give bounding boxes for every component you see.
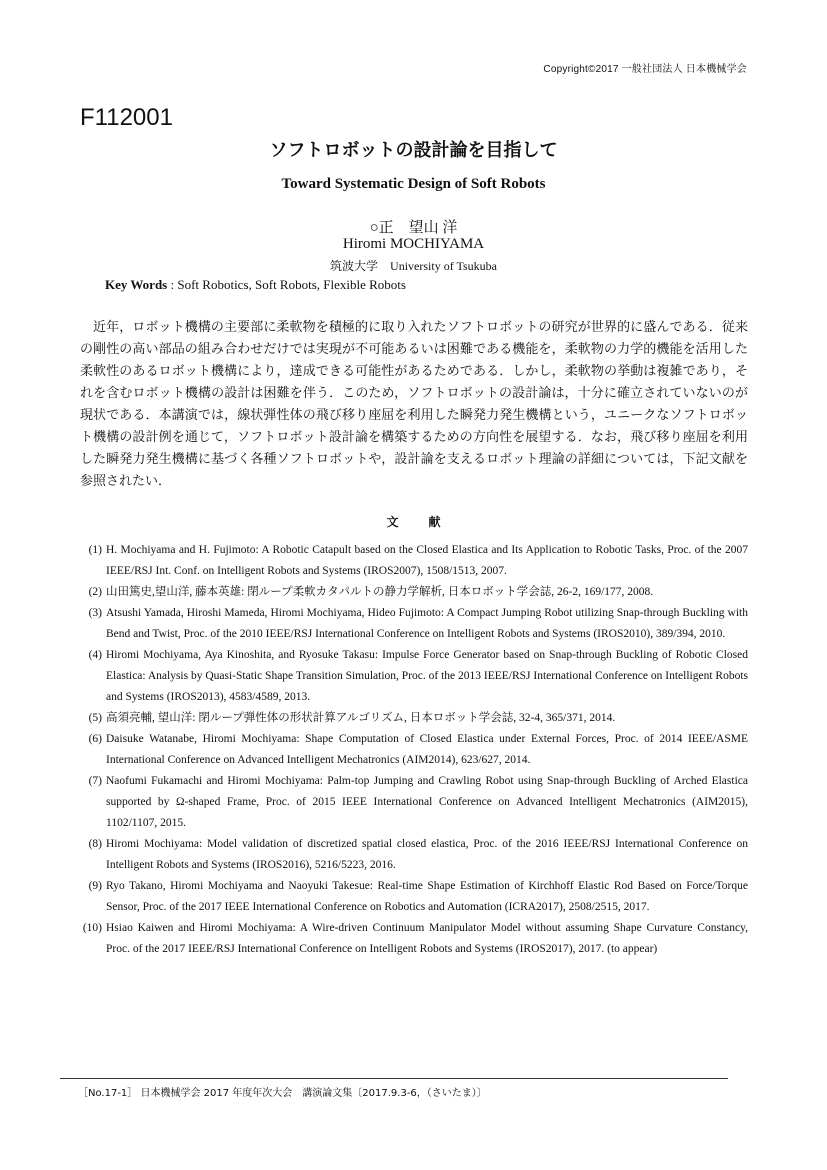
reference-number: (3) — [88, 607, 102, 619]
title-japanese: ソフトロボットの設計論を目指して — [269, 140, 558, 161]
reference-text: Atsushi Yamada, Hiroshi Mameda, Hiromi Mochiyama, Hideo Fujimoto: A Compact Jumping Robot utilizing Snap-through Buckling with Bend and Twist, Proc. of the 2010 IEEE/RSJ International Conference on Intelligent Robots and Systems (IROS2010), 389/394, 2010. — [106, 607, 748, 640]
reference-list — [72, 540, 748, 960]
reference-number: (5) — [88, 712, 102, 724]
reference-text: 高須亮輔, 望山洋: 閉ループ弾性体の形状計算アルゴリズム, 日本ロボット学会誌, 32-4, 365/371, 2014. — [106, 712, 616, 724]
reference-item — [72, 834, 748, 876]
reference-text: Hiromi Mochiyama, Aya Kinoshita, and Ryosuke Takasu: Impulse Force Generator based on Snap-through Buckling of Robotic Closed Elastica: Analysis by Quasi-Static Shape Transition Simulation, Proc. of the 2013 IEEE/RSJ International Conference on Intelligent Robots and Systems (IROS2013), 4583/4589, 2013. — [106, 649, 748, 703]
reference-item — [72, 708, 748, 729]
reference-item — [72, 645, 748, 708]
reference-item — [72, 876, 748, 918]
reference-number: (7) — [88, 775, 102, 787]
references-heading: 文献 — [386, 515, 471, 529]
reference-item — [72, 729, 748, 771]
footer-divider — [60, 1078, 728, 1079]
keywords-values: : Soft Robotics, Soft Robots, Flexible Robots — [167, 277, 406, 292]
reference-number: (10) — [82, 922, 102, 934]
reference-text: Hsiao Kaiwen and Hiromi Mochiyama: A Wire-driven Continuum Manipulator Model without assuming Shape Curvature Constancy, Proc. of the 2017 IEEE/RSJ International Conference on Intelligent Robots and Systems (IROS2017), 2017. (to appear) — [106, 922, 748, 955]
copyright-notice: Copyright©2017 一般社団法人 日本機械学会 — [543, 64, 747, 75]
reference-text: Ryo Takano, Hiromi Mochiyama and Naoyuki Takesue: Real-time Shape Estimation of Kirchhoff Elastic Rod Based on Force/Torque Sensor, Proc. of the 2017 IEEE International Conference on Robotics and Automation (ICRA2017), 2508/2515, 2017. — [106, 880, 748, 913]
author-japanese: ○正 望山 洋 — [369, 220, 458, 236]
reference-number: (6) — [88, 733, 102, 745]
reference-text: Hiromi Mochiyama: Model validation of discretized spatial closed elastica, Proc. of the 2016 IEEE/RSJ International Conference on Intelligent Robots and Systems (IROS2016), 5216/5223, 2016. — [106, 838, 748, 871]
reference-item — [72, 603, 748, 645]
reference-number: (8) — [88, 838, 102, 850]
keywords-label: Key Words — [105, 277, 168, 292]
author-affiliation: 筑波大学 University of Tsukuba — [330, 259, 497, 273]
footer-citation: ［No.17-1］ 日本機械学会 2017 年度年次大会 講演論文集〔2017.9.3-6，（さいたま）〕 — [78, 1088, 487, 1099]
reference-number: (2) — [88, 586, 102, 598]
abstract: 近年，ロボット機構の主要部に柔軟物を積極的に取り入れたソフトロボットの研究が世界的に盛んである．従来の剛性の高い部品の組み合わせだけでは実現が不可能あるいは困難である機能を，柔軟物の力学的機能を活用した柔軟性のあるロボット機構により，達成できる可能性があるためである．しかし，柔軟物の挙動は複雑であり，それを含むロボット機構の設計は困難を伴う．このため，ソフトロボットの設計論は，十分に確立されていないのが現状である．本講演では，線状弾性体の飛び移り座屈を利用した瞬発力発生機構という，ユニークなソフトロボット機構の設計例を通じて，ソフトロボット設計論を構築するための方向性を展望する．なお，飛び移り座屈を利用した瞬発力発生機構に基づく各種ソフトロボットや，設計論を支えるロボット理論の詳細については，下記文献を参照されたい． — [80, 319, 748, 488]
reference-text: Daisuke Watanabe, Hiromi Mochiyama: Shape Computation of Closed Elastica under External Forces, Proc. of 2014 IEEE/ASME International Conference on Advanced Intelligent Mechatronics (AIM2014), 623/627, 2014. — [106, 733, 748, 766]
title-english: Toward Systematic Design of Soft Robots — [281, 176, 546, 192]
keywords — [105, 277, 406, 293]
paper-id: F112001 — [80, 104, 173, 131]
reference-text: Naofumi Fukamachi and Hiromi Mochiyama: Palm-top Jumping and Crawling Robot using Snap-through Buckling of Arched Elastica supported by Ω-shaped Frame, Proc. of 2015 IEEE International Conference on Advanced Intelligent Mechatronics (AIM2015), 1102/1107, 2015. — [106, 775, 748, 829]
reference-item — [72, 582, 748, 603]
reference-text: 山田篤史,望山洋, 藤本英雄: 閉ループ柔軟カタパルトの静力学解析, 日本ロボット学会誌, 26-2, 169/177, 2008. — [106, 586, 654, 598]
reference-number: (1) — [88, 544, 102, 556]
author-english: Hiromi MOCHIYAMA — [342, 236, 485, 252]
reference-text: H. Mochiyama and H. Fujimoto: A Robotic Catapult based on the Closed Elastica and Its Application to Robotic Tasks, Proc. of the 2007 IEEE/RSJ Int. Conf. on Intelligent Robots and Systems (IROS2007), 1508/1513, 2007. — [106, 544, 748, 577]
reference-number: (9) — [88, 880, 102, 892]
reference-item — [72, 540, 748, 582]
reference-item — [72, 918, 748, 960]
reference-number: (4) — [88, 649, 102, 661]
reference-item — [72, 771, 748, 834]
